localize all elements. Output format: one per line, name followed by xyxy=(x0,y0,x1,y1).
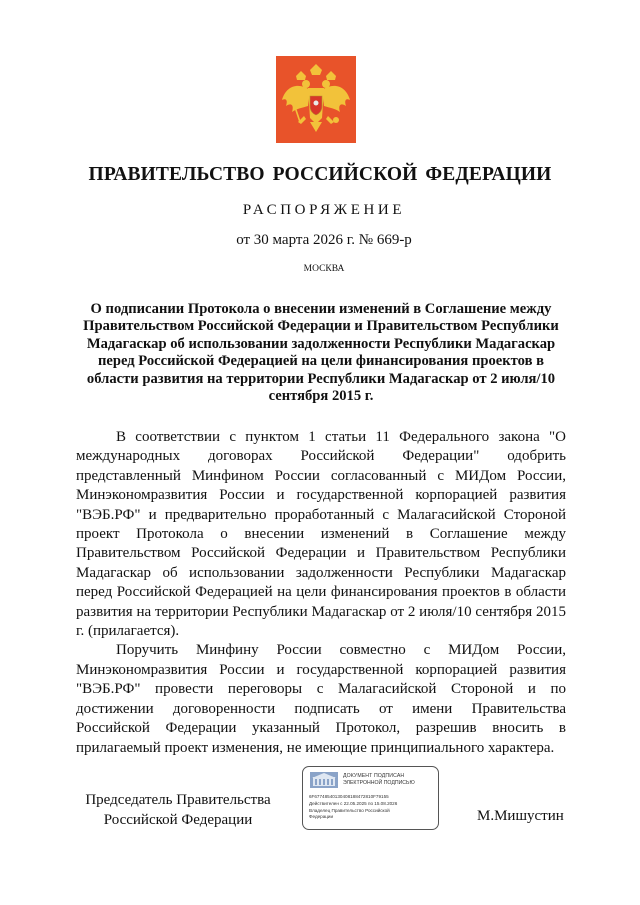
electronic-signature-stamp xyxy=(302,766,439,830)
stamp-owner-1: Владелец Правительство Российской xyxy=(309,808,390,813)
stamp-heading-2: ЭЛЕКТРОННОЙ ПОДПИСЬЮ xyxy=(343,780,415,786)
government-title: ПРАВИТЕЛЬСТВО РОССИЙСКОЙ ФЕДЕРАЦИИ xyxy=(88,164,552,185)
document-city: МОСКВА xyxy=(303,264,345,274)
document-date-number: от 30 марта 2026 г. № 669-р xyxy=(236,232,412,248)
stamp-validity: Действителен с 22.05.2025 по 15.08.2026 xyxy=(309,801,398,806)
coat-of-arms-icon xyxy=(276,56,356,143)
stamp-building-icon xyxy=(310,772,338,788)
signer-title xyxy=(78,790,278,830)
document-subject: О подписании Протокола о внесении изменений в Соглашение между Правительством Российской Федерации и Правительством Республики Мадагаскар об использовании задолженности Республики Мадагаскар перед Российской Федерацией на цели финансирования проектов в области развития на территории Республики Мадагаскар от 2 июля/10 сентября 2015 г. xyxy=(83,301,559,405)
document-body xyxy=(76,428,566,758)
stamp-owner-2: Федерации xyxy=(309,814,334,819)
signer-name: М.Мишустин xyxy=(477,808,564,824)
stamp-certificate: 6F67748540130408188472810F79155 xyxy=(309,794,389,799)
document-type: РАСПОРЯЖЕНИЕ xyxy=(242,202,406,218)
signer-title-line-1: Председатель Правительства xyxy=(85,792,271,808)
body-paragraph-2: Поручить Минфину России совместно с МИДом России, Минэкономразвития России и государственной корпорацией развития "ВЭБ.РФ" провести переговоры с Малагасийской Стороной и по достижении договоренности подписать от имени Правительства Российской Федерации указанный Протокол, разрешив вносить в прилагаемый проект изменения, не имеющие принципиального характера. xyxy=(76,642,566,756)
signer-title-line-2: Российской Федерации xyxy=(103,812,253,828)
body-paragraph-1: В соответствии с пунктом 1 статьи 11 Федерального закона "О международных договорах Российской Федерации" одобрить представленный Минфином России согласованный с МИДом России, Минэкономразвития России и государственной корпорацией развития "ВЭБ.РФ" и предварительно проработанный с Малагасийской Стороной проект Протокола о внесении изменений в Соглашение между Правительством Российской Федерации и Правительством Республики Мадагаскар об использовании задолженности Республики Мадагаскар перед Российской Федерацией на цели финансирования проектов в области развития на территории Республики Мадагаскар от 2 июля/10 сентября 2015 г. (прилагается). xyxy=(76,429,566,640)
stamp-heading-1: ДОКУМЕНТ ПОДПИСАН xyxy=(343,773,405,779)
